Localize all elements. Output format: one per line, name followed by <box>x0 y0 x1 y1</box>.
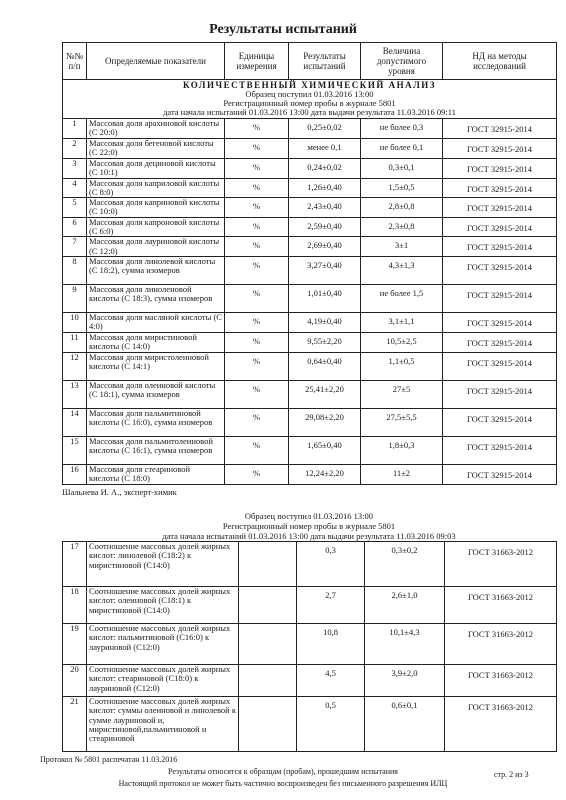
table-row <box>63 587 557 624</box>
row-allowed: 0,6±0,1 <box>365 697 445 752</box>
row-result: 0,5 <box>297 697 365 752</box>
row-result: 12,24±2,20 <box>289 464 361 484</box>
row-method: ГОСТ 32915-2014 <box>443 332 557 352</box>
table-row <box>63 352 557 380</box>
table-row <box>63 464 557 484</box>
row-allowed: 0,3±0,2 <box>365 542 445 587</box>
row-result: 1,65±0,40 <box>289 436 361 464</box>
page-title: Результаты испытаний <box>209 22 357 37</box>
row-method: ГОСТ 32915-2014 <box>443 178 557 198</box>
row-result: 10,8 <box>297 624 365 665</box>
results-table <box>62 42 557 485</box>
row-result: 25,41±2,20 <box>289 380 361 408</box>
section2-header <box>62 511 556 541</box>
row-method: ГОСТ 31663-2012 <box>445 697 557 752</box>
row-unit: % <box>225 217 289 237</box>
row-parameter: Соотношение массовых долей жирных кислот: суммы олеиновой и линолевой к сумме лауриновой и, миристиновой,пальмитиновой и стеариновой <box>87 697 239 752</box>
table-row <box>63 408 557 436</box>
row-parameter: Соотношение массовых долей жирных кислот: олеиновой (С18:1) к миристиновой (С14:0) <box>87 587 239 624</box>
protocol-print-note: Протокол № 5801 распечатан 11.03.2016 <box>40 755 178 764</box>
row-unit: % <box>225 237 289 257</box>
row-allowed: 1,5±0,5 <box>361 178 443 198</box>
row-unit: % <box>225 408 289 436</box>
row-allowed: не более 0,1 <box>361 139 443 159</box>
row-allowed: 10,1±4,3 <box>365 624 445 665</box>
row-number: 14 <box>63 408 87 436</box>
row-parameter: Массовая доля капроновой кислоты (С 6:0) <box>87 217 225 237</box>
row-allowed: 3±1 <box>361 237 443 257</box>
row-parameter: Массовая доля миристиновой кислоты (С 14:0) <box>87 332 225 352</box>
row-parameter: Массовая доля пальмитиновой кислоты (С 16:0), сумма изомеров <box>87 408 225 436</box>
section2-dates: дата начала испытаний 01.03.2016 13:00 дата выдачи результата 11.03.2016 09:03 <box>162 531 456 541</box>
row-unit <box>239 697 297 752</box>
results-relate-note: Результаты относятся к образцам (пробам), прошедшим испытания <box>168 767 398 776</box>
row-result: 9,55±2,20 <box>289 332 361 352</box>
table-row <box>63 159 557 179</box>
row-number: 9 <box>63 284 87 312</box>
row-parameter: Массовая доля арахиновой кислоты (С 20:0) <box>87 119 225 139</box>
row-method: ГОСТ 31663-2012 <box>445 542 557 587</box>
header-allowed: Величина допустимого уровня <box>361 43 443 80</box>
row-allowed: 11±2 <box>361 464 443 484</box>
row-number: 3 <box>63 159 87 179</box>
row-result: 1,26±0,40 <box>289 178 361 198</box>
row-number: 13 <box>63 380 87 408</box>
section1-rows <box>63 119 557 485</box>
row-result: 0,3 <box>297 542 365 587</box>
row-result: 2,69±0,40 <box>289 237 361 257</box>
row-number: 20 <box>63 665 87 697</box>
row-result: 4,19±0,40 <box>289 312 361 332</box>
row-allowed: 4,3±1,3 <box>361 256 443 284</box>
row-number: 15 <box>63 436 87 464</box>
row-method: ГОСТ 32915-2014 <box>443 237 557 257</box>
signer-note: Шальнева И. А., эксперт-химик <box>62 487 177 497</box>
row-method: ГОСТ 32915-2014 <box>443 139 557 159</box>
row-allowed: не более 0,3 <box>361 119 443 139</box>
header-num: №№ п/п <box>63 43 87 80</box>
row-method: ГОСТ 31663-2012 <box>445 665 557 697</box>
row-allowed: 3,9±2,0 <box>365 665 445 697</box>
row-allowed: 1,1±0,5 <box>361 352 443 380</box>
table-row <box>63 380 557 408</box>
row-result: 2,7 <box>297 587 365 624</box>
row-method: ГОСТ 32915-2014 <box>443 159 557 179</box>
row-number: 21 <box>63 697 87 752</box>
row-number: 19 <box>63 624 87 665</box>
row-parameter: Массовая доля линоленовой кислоты (С 18:3), сумма изомеров <box>87 284 225 312</box>
row-number: 2 <box>63 139 87 159</box>
row-result: 3,27±0,40 <box>289 256 361 284</box>
table-row <box>63 178 557 198</box>
row-number: 6 <box>63 217 87 237</box>
row-result: 29,08±2,20 <box>289 408 361 436</box>
row-result: 2,59±0,40 <box>289 217 361 237</box>
row-parameter: Соотношение массовых долей жирных кислот: стеариновой (С18:0) к лауриновой (С12:0) <box>87 665 239 697</box>
row-method: ГОСТ 32915-2014 <box>443 256 557 284</box>
table-row <box>63 139 557 159</box>
row-unit: % <box>225 436 289 464</box>
row-allowed: 3,1±1,1 <box>361 312 443 332</box>
row-number: 18 <box>63 587 87 624</box>
row-parameter: Массовая доля стеариновой кислоты (С 18:0) <box>87 464 225 484</box>
row-number: 16 <box>63 464 87 484</box>
table-row <box>63 697 557 752</box>
row-allowed: 27,5±5,5 <box>361 408 443 436</box>
row-unit <box>239 665 297 697</box>
row-method: ГОСТ 32915-2014 <box>443 119 557 139</box>
row-result: 0,24±0,02 <box>289 159 361 179</box>
row-number: 11 <box>63 332 87 352</box>
section1-title: КОЛИЧЕСТВЕННЫЙ ХИМИЧЕСКИЙ АНАЛИЗ <box>182 80 437 90</box>
row-method: ГОСТ 31663-2012 <box>445 624 557 665</box>
row-unit <box>239 624 297 665</box>
row-number: 4 <box>63 178 87 198</box>
row-allowed: 0,3±0,1 <box>361 159 443 179</box>
row-parameter: Массовая доля бегеновой кислоты (С 22:0) <box>87 139 225 159</box>
row-parameter: Массовая доля каприновой кислоты (С 10:0) <box>87 198 225 218</box>
row-method: ГОСТ 32915-2014 <box>443 464 557 484</box>
row-allowed: 27±5 <box>361 380 443 408</box>
row-allowed: 2,6±1,0 <box>365 587 445 624</box>
table-row <box>63 312 557 332</box>
header-results: Результаты испытаний <box>289 43 361 80</box>
section1-dates: дата начала испытаний 01.03.2016 13:00 дата выдачи результата 11.03.2016 09:11 <box>163 107 456 117</box>
row-number: 5 <box>63 198 87 218</box>
copy-restriction-note: Настоящий протокол не может быть частично воспроизведен без письменного разрешения ИЛЦ <box>118 779 448 788</box>
row-allowed: 2,3±0,8 <box>361 217 443 237</box>
table-row <box>63 624 557 665</box>
row-number: 7 <box>63 237 87 257</box>
row-unit: % <box>225 119 289 139</box>
row-unit: % <box>225 178 289 198</box>
section2-regnum: Регистрационный номер пробы в журнале 5801 <box>222 521 396 531</box>
section2-received: Образец поступил 01.03.2016 13:00 <box>244 511 374 521</box>
row-number: 1 <box>63 119 87 139</box>
row-allowed: 2,8±0,8 <box>361 198 443 218</box>
row-unit: % <box>225 198 289 218</box>
row-unit: % <box>225 312 289 332</box>
header-units: Единицы измерения <box>225 43 289 80</box>
row-unit: % <box>225 159 289 179</box>
section1-received: Образец поступил 01.03.2016 13:00 <box>245 89 374 99</box>
row-unit: % <box>225 139 289 159</box>
row-method: ГОСТ 32915-2014 <box>443 217 557 237</box>
header-param: Определяемые показатели <box>87 43 225 80</box>
row-unit: % <box>225 352 289 380</box>
row-result: 0,64±0,40 <box>289 352 361 380</box>
row-method: ГОСТ 32915-2014 <box>443 312 557 332</box>
row-parameter: Соотношение массовых долей жирных кислот: пальмитиновой (С16:0) к лауриновой (С12:0) <box>87 624 239 665</box>
row-parameter: Массовая доля масляной кислоты (С 4:0) <box>87 312 225 332</box>
table-header-row <box>63 43 557 80</box>
table-row <box>63 256 557 284</box>
table-row <box>63 665 557 697</box>
table-row <box>63 198 557 218</box>
row-parameter: Массовая доля каприловой кислоты (С 8:0) <box>87 178 225 198</box>
row-method: ГОСТ 32915-2014 <box>443 436 557 464</box>
row-unit: % <box>225 332 289 352</box>
table-row <box>63 284 557 312</box>
row-allowed: 10,5±2,5 <box>361 332 443 352</box>
row-method: ГОСТ 31663-2012 <box>445 587 557 624</box>
row-parameter: Массовая доля пальмитолеиновой кислоты (С 16:1), сумма изомеров <box>87 436 225 464</box>
row-number: 8 <box>63 256 87 284</box>
row-method: ГОСТ 32915-2014 <box>443 408 557 436</box>
table-row <box>63 237 557 257</box>
row-result: менее 0,1 <box>289 139 361 159</box>
row-parameter: Соотношение массовых долей жирных кислот: линолевой (С18:2) к миристиновой (С14:0) <box>87 542 239 587</box>
row-result: 0,25±0,02 <box>289 119 361 139</box>
row-number: 17 <box>63 542 87 587</box>
row-result: 4,5 <box>297 665 365 697</box>
section1-regnum: Регистрационный номер пробы в журнале 5801 <box>223 98 396 108</box>
table-row <box>63 217 557 237</box>
row-parameter: Массовая доля линолевой кислоты (С 18:2), сумма изомеров <box>87 256 225 284</box>
row-parameter: Массовая доля лауриновой кислоты (С 12:0) <box>87 237 225 257</box>
row-method: ГОСТ 32915-2014 <box>443 198 557 218</box>
row-unit <box>239 587 297 624</box>
results-table-ratios <box>62 541 557 752</box>
table-row <box>63 119 557 139</box>
row-allowed: 1,8±0,3 <box>361 436 443 464</box>
row-parameter: Массовая доля дециновой кислоты (С 10:1) <box>87 159 225 179</box>
row-number: 10 <box>63 312 87 332</box>
section2-rows <box>63 542 557 752</box>
row-number: 12 <box>63 352 87 380</box>
row-method: ГОСТ 32915-2014 <box>443 352 557 380</box>
row-unit: % <box>225 256 289 284</box>
header-method: НД на методы исследований <box>443 43 557 80</box>
row-allowed: не более 1,5 <box>361 284 443 312</box>
section1-header-row <box>63 80 557 119</box>
table-row <box>63 542 557 587</box>
row-unit: % <box>225 284 289 312</box>
row-parameter: Массовая доля олеиновой кислоты (С 18:1), сумма изомеров <box>87 380 225 408</box>
table-row <box>63 332 557 352</box>
table-row <box>63 436 557 464</box>
row-result: 2,43±0,40 <box>289 198 361 218</box>
row-result: 1,01±0,40 <box>289 284 361 312</box>
row-unit <box>239 542 297 587</box>
row-unit: % <box>225 380 289 408</box>
row-parameter: Массовая доля миристолеиновой кислоты (С 14:1) <box>87 352 225 380</box>
row-unit: % <box>225 464 289 484</box>
row-method: ГОСТ 32915-2014 <box>443 284 557 312</box>
page-number: стр. 2 из 3 <box>494 770 529 779</box>
row-method: ГОСТ 32915-2014 <box>443 380 557 408</box>
